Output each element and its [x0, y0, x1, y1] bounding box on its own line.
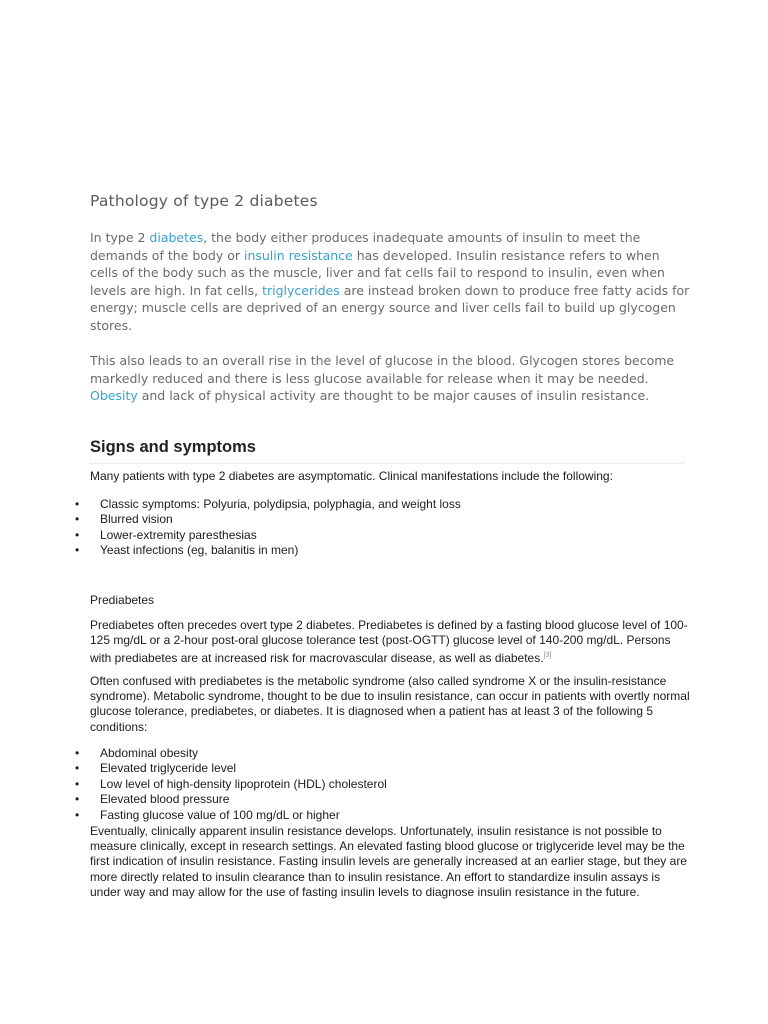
- list-item: • Elevated triglyceride level: [0, 761, 700, 776]
- link-insulin-resistance[interactable]: insulin resistance: [243, 247, 353, 263]
- article-title: Pathology of type 2 diabetes: [90, 192, 318, 210]
- text-run: Prediabetes often precedes overt type 2 diabetes. Prediabetes is defined by a fasting blood glucose level of 100-125 mg/dL or a 2-hour post-oral glucose tolerance test (post-OGTT) glucose level of 140-200 mg/dL. Persons with prediabetes are at increased risk for macrovascular disease, as well as diabetes.: [90, 618, 688, 666]
- article-paragraph-1: [90, 229, 690, 335]
- section-heading-signs: Signs and symptoms: [90, 438, 256, 456]
- text-run: and lack of physical activity are thought to be major causes of insulin resistance.: [137, 388, 650, 404]
- text-run: In type 2: [90, 230, 150, 245]
- list-item: • Classic symptoms: Polyuria, polydipsia, polyphagia, and weight loss: [0, 497, 700, 512]
- list-item: • Yeast infections (eg, balanitis in men): [0, 543, 700, 558]
- text-run: This also leads to an overall rise in the level of glucose in the blood. Glycogen stores become markedly reduced and there is less glucose available for release when it may be needed.: [90, 353, 675, 386]
- symptoms-list: [0, 497, 700, 559]
- link-triglycerides[interactable]: triglycerides: [262, 282, 340, 298]
- prediabetes-label: Prediabetes: [90, 593, 155, 607]
- section-divider: [90, 463, 684, 464]
- list-item: • Low level of high-density lipoprotein (HDL) cholesterol: [0, 777, 700, 792]
- list-item: • Fasting glucose value of 100 mg/dL or higher: [0, 808, 700, 823]
- prediabetes-paragraph-2: Often confused with prediabetes is the metabolic syndrome (also called syndrome X or the insulin-resistance syndrome). Metabolic syndrome, thought to be due to insulin resistance, can occur in patients with overtly normal glucose tolerance, prediabetes, or diabetes. It is diagnosed when a patient has at least 3 of the following 5 conditions:: [90, 674, 690, 734]
- list-item: • Lower-extremity paresthesias: [0, 528, 700, 543]
- conditions-list: [0, 746, 700, 823]
- text-run: , the body either produces inadequate amounts of insulin to meet the demands of the body or: [90, 230, 641, 263]
- prediabetes-paragraph-1: [90, 618, 690, 667]
- link-obesity[interactable]: Obesity: [90, 388, 138, 404]
- link-diabetes[interactable]: diabetes: [149, 230, 204, 245]
- reference-marker[interactable]: [3]: [543, 652, 552, 660]
- article-paragraph-2: [90, 352, 690, 405]
- list-item: • Elevated blood pressure: [0, 792, 700, 807]
- text-run: has developed. Insulin resistance refers to when cells of the body such as the muscle, liver and fat cells fail to respond to insulin, even when levels are high. In fat cells,: [90, 247, 665, 298]
- signs-intro: Many patients with type 2 diabetes are asymptomatic. Clinical manifestations include the following:: [90, 469, 613, 483]
- text-run: are instead broken down to produce free fatty acids for energy; muscle cells are deprived of an energy source and liver cells fail to build up glycogen stores.: [90, 282, 690, 333]
- prediabetes-paragraph-3: Eventually, clinically apparent insulin resistance develops. Unfortunately, insulin resistance is not possible to measure clinically, except in research settings. An elevated fasting blood glucose or triglyceride level may be the first indication of insulin resistance. Fasting insulin levels are generally increased at an earlier stage, but they are more directly related to insulin clearance than to insulin resistance. An effort to standardize insulin assays is under way and may allow for the use of fasting insulin levels to diagnose insulin resistance in the future.: [90, 824, 687, 899]
- list-item: • Blurred vision: [0, 512, 700, 527]
- list-item: • Abdominal obesity: [0, 746, 700, 761]
